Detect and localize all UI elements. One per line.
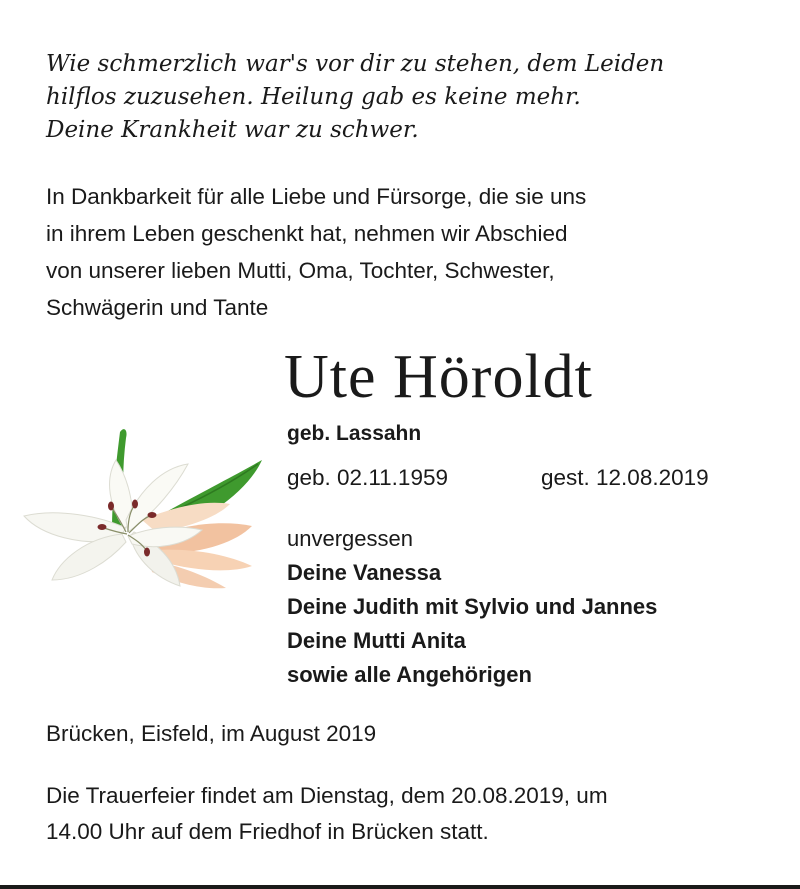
poem [46,48,776,147]
birth-date: geb. 02.11.1959 [287,465,448,490]
maiden-name: geb. Lassahn [287,422,422,445]
intro-line: von unserer lieben Mutti, Oma, Tochter, Schwester, [46,258,555,283]
mourner-name: Deine Vanessa [287,560,442,585]
funeral-line: 14.00 Uhr auf dem Friedhof in Brücken statt. [46,819,489,844]
death-date: gest. 12.08.2019 [541,465,709,490]
mourner-name: Deine Judith mit Sylvio und Jannes [287,594,658,619]
mourner-name: sowie alle Angehörigen [287,662,532,687]
poem-line: Deine Krankheit war zu schwer. [46,117,419,143]
funeral-line: Die Trauerfeier findet am Dienstag, dem 20.08.2019, um [46,783,608,808]
mourners-list [287,522,777,692]
intro-line: in ihrem Leben geschenkt hat, nehmen wir Abschied [46,221,568,246]
poem-line: Wie schmerzlich war's vor dir zu stehen, dem Leiden [46,51,665,77]
intro-text [46,178,776,326]
mourners-intro: unvergessen [287,526,413,551]
mourner-name: Deine Mutti Anita [287,628,466,653]
funeral-info [46,778,776,850]
lily-flower-icon [16,420,280,592]
life-dates [287,461,767,495]
intro-line: In Dankbarkeit für alle Liebe und Fürsorge, die sie uns [46,184,587,209]
intro-line: Schwägerin und Tante [46,295,269,320]
poem-line: hilflos zuzusehen. Heilung gab es keine mehr. [46,84,581,110]
deceased-name: Ute Höroldt [284,343,593,411]
place-and-date: Brücken, Eisfeld, im August 2019 [46,721,377,746]
